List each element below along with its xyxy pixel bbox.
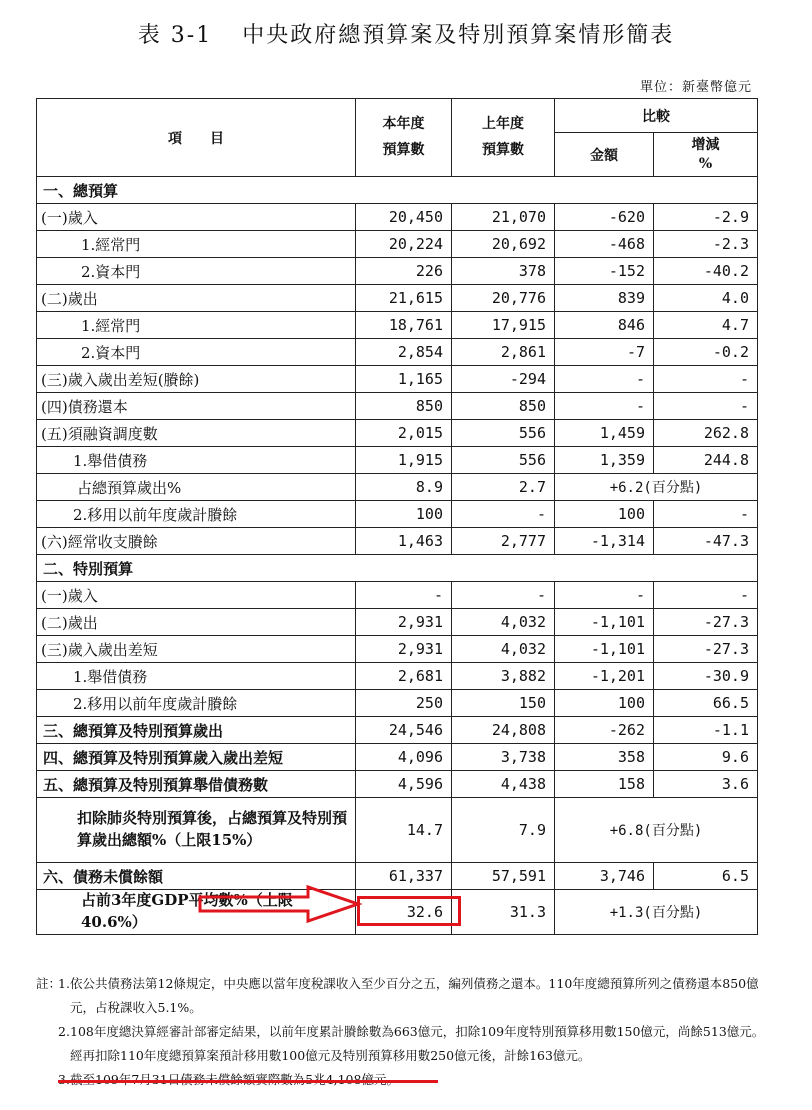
diff-pct: 3.6 <box>654 771 758 798</box>
table-title-text: 中央政府總預算案及特別預算案情形簡表 <box>242 23 675 48</box>
table-row <box>37 420 758 447</box>
table-title <box>0 18 812 49</box>
current-value: 24,546 <box>356 717 452 744</box>
previous-value: 17,915 <box>452 312 555 339</box>
row-label: 占總預算歲出% <box>37 474 356 501</box>
previous-value: 2.7 <box>452 474 555 501</box>
row-label: 1.舉借債務 <box>37 663 356 690</box>
current-value: 21,615 <box>356 285 452 312</box>
previous-value: 4,438 <box>452 771 555 798</box>
previous-value: 20,692 <box>452 231 555 258</box>
diff-amount: -262 <box>555 717 654 744</box>
diff-pct: 9.6 <box>654 744 758 771</box>
section-heading: 二、特別預算 <box>37 555 758 582</box>
diff-amount: 3,746 <box>555 863 654 890</box>
row-label: (三)歲入歲出差短 <box>37 636 356 663</box>
diff-amount: 1,359 <box>555 447 654 474</box>
row-label: (三)歲入歲出差短(賸餘) <box>37 366 356 393</box>
previous-value: 2,777 <box>452 528 555 555</box>
note-text: 依公共債務法第12條規定，中央應以當年度稅課收入至少百分之五，編列債務之還本。110年度總預算所列之債務還本850億元，占稅課收入5.1%。 <box>70 976 759 1015</box>
row-label: 六、債務未償餘額 <box>37 863 356 890</box>
table-row <box>37 285 758 312</box>
diff-pct: -2.3 <box>654 231 758 258</box>
row-label: (一)歲入 <box>37 582 356 609</box>
diff-pct: 66.5 <box>654 690 758 717</box>
previous-value: 31.3 <box>452 890 555 935</box>
current-value: 2,931 <box>356 609 452 636</box>
note-2 <box>36 1020 766 1068</box>
table-row <box>37 366 758 393</box>
diff-amount: -152 <box>555 258 654 285</box>
diff-pct: - <box>654 582 758 609</box>
diff-amount: -1,101 <box>555 609 654 636</box>
previous-value: 556 <box>452 420 555 447</box>
diff-amount: -7 <box>555 339 654 366</box>
previous-value: 24,808 <box>452 717 555 744</box>
table-row <box>37 863 758 890</box>
previous-value: 850 <box>452 393 555 420</box>
table-row <box>37 690 758 717</box>
note-1 <box>36 972 766 1020</box>
diff-amount: -1,201 <box>555 663 654 690</box>
row-label: 2.移用以前年度歲計賸餘 <box>37 501 356 528</box>
current-value: 2,015 <box>356 420 452 447</box>
previous-value: 21,070 <box>452 204 555 231</box>
table-row <box>37 798 758 863</box>
table-body <box>37 177 758 935</box>
table-row <box>37 771 758 798</box>
row-label: (二)歲出 <box>37 285 356 312</box>
current-value: 1,915 <box>356 447 452 474</box>
section-heading: 一、總預算 <box>37 177 758 204</box>
header-compare: 比較 <box>555 99 758 133</box>
diff-pct: - <box>654 501 758 528</box>
note-number: 2. <box>58 1024 70 1039</box>
diff-pct: -2.9 <box>654 204 758 231</box>
previous-value: 3,738 <box>452 744 555 771</box>
row-label: (四)債務還本 <box>37 393 356 420</box>
table-row <box>37 204 758 231</box>
table-row <box>37 555 758 582</box>
row-label: 2.移用以前年度歲計賸餘 <box>37 690 356 717</box>
previous-value: 556 <box>452 447 555 474</box>
current-value: 2,931 <box>356 636 452 663</box>
header-item: 項 目 <box>37 99 356 177</box>
table-row <box>37 582 758 609</box>
table-row <box>37 528 758 555</box>
diff-amount: 839 <box>555 285 654 312</box>
row-label: 扣除肺炎特別預算後，占總預算及特別預算歲出總額%（上限15%） <box>37 798 356 863</box>
diff-amount: 358 <box>555 744 654 771</box>
previous-value: - <box>452 582 555 609</box>
row-label: 1.舉借債務 <box>37 447 356 474</box>
note-text: 108年度總決算經審計部審定結果，以前年度累計賸餘數為663億元，扣除109年度特別預算移用數150億元，尚餘513億元。經再扣除110年度總預算案預計移用數100億元及特別預算移用數250億元後，計餘163億元。 <box>70 1024 765 1063</box>
table-row <box>37 636 758 663</box>
header-current: 本年度 預算數 <box>356 99 452 177</box>
current-value: 8.9 <box>356 474 452 501</box>
current-value: 1,463 <box>356 528 452 555</box>
previous-value: 57,591 <box>452 863 555 890</box>
diff-amount: 1,459 <box>555 420 654 447</box>
current-value: - <box>356 582 452 609</box>
previous-value: 7.9 <box>452 798 555 863</box>
diff-pct: 244.8 <box>654 447 758 474</box>
unit-label: 單位：新臺幣億元 <box>639 80 752 95</box>
diff-pct: -1.1 <box>654 717 758 744</box>
previous-value: 378 <box>452 258 555 285</box>
current-value: 1,165 <box>356 366 452 393</box>
previous-value: -294 <box>452 366 555 393</box>
previous-value: - <box>452 501 555 528</box>
table-row <box>37 393 758 420</box>
table-row <box>37 501 758 528</box>
diff-amount: 100 <box>555 690 654 717</box>
table-row <box>37 312 758 339</box>
table-row <box>37 258 758 285</box>
row-label: 四、總預算及特別預算歲入歲出差短 <box>37 744 356 771</box>
current-value: 61,337 <box>356 863 452 890</box>
arrow-icon <box>198 884 363 924</box>
row-label: (六)經常收支賸餘 <box>37 528 356 555</box>
diff-pct: 4.7 <box>654 312 758 339</box>
previous-value: 2,861 <box>452 339 555 366</box>
row-label: 1.經常門 <box>37 231 356 258</box>
diff-amount: 846 <box>555 312 654 339</box>
compare-merged: +1.3(百分點) <box>555 890 758 935</box>
table-row <box>37 231 758 258</box>
row-label: 占前3年度GDP平均數%（上限40.6%） <box>37 890 356 935</box>
table-row <box>37 744 758 771</box>
diff-amount: - <box>555 366 654 393</box>
diff-amount: 100 <box>555 501 654 528</box>
diff-pct: 4.0 <box>654 285 758 312</box>
table-row <box>37 609 758 636</box>
table-row <box>37 717 758 744</box>
table-row <box>37 339 758 366</box>
current-value: 100 <box>356 501 452 528</box>
table-row <box>37 447 758 474</box>
row-label: (一)歲入 <box>37 204 356 231</box>
row-label: 五、總預算及特別預算舉借債務數 <box>37 771 356 798</box>
current-value: 18,761 <box>356 312 452 339</box>
current-value: 850 <box>356 393 452 420</box>
table-number: 表 3-1 <box>137 23 213 48</box>
table-row <box>37 177 758 204</box>
highlight-box <box>357 896 461 926</box>
current-value: 32.6 <box>356 890 452 935</box>
previous-value: 4,032 <box>452 636 555 663</box>
row-label: 三、總預算及特別預算歲出 <box>37 717 356 744</box>
row-label: (二)歲出 <box>37 609 356 636</box>
diff-amount: -1,101 <box>555 636 654 663</box>
diff-pct: - <box>654 393 758 420</box>
current-value: 226 <box>356 258 452 285</box>
previous-value: 3,882 <box>452 663 555 690</box>
diff-amount: -468 <box>555 231 654 258</box>
diff-pct: -40.2 <box>654 258 758 285</box>
highlight-underline <box>58 1080 438 1083</box>
diff-pct: -27.3 <box>654 636 758 663</box>
compare-merged: +6.2(百分點) <box>555 474 758 501</box>
previous-value: 20,776 <box>452 285 555 312</box>
diff-pct: - <box>654 366 758 393</box>
notes-label: 註： <box>36 976 62 991</box>
current-value: 2,681 <box>356 663 452 690</box>
current-value: 2,854 <box>356 339 452 366</box>
previous-value: 150 <box>452 690 555 717</box>
diff-amount: - <box>555 582 654 609</box>
header-amount: 金額 <box>555 133 654 177</box>
diff-amount: -620 <box>555 204 654 231</box>
row-label: (五)須融資調度數 <box>37 420 356 447</box>
diff-pct: -0.2 <box>654 339 758 366</box>
footnotes <box>36 972 766 1092</box>
current-value: 4,096 <box>356 744 452 771</box>
diff-amount: - <box>555 393 654 420</box>
diff-pct: -30.9 <box>654 663 758 690</box>
table-row <box>37 474 758 501</box>
current-value: 20,450 <box>356 204 452 231</box>
diff-pct: 6.5 <box>654 863 758 890</box>
row-label: 1.經常門 <box>37 312 356 339</box>
diff-amount: -1,314 <box>555 528 654 555</box>
current-value: 14.7 <box>356 798 452 863</box>
row-label: 2.資本門 <box>37 339 356 366</box>
current-value: 250 <box>356 690 452 717</box>
diff-pct: -27.3 <box>654 609 758 636</box>
header-pct: 增減 % <box>654 133 758 177</box>
table-row <box>37 663 758 690</box>
budget-table <box>36 98 758 935</box>
note-number: 1. <box>58 976 70 991</box>
compare-merged: +6.8(百分點) <box>555 798 758 863</box>
header-previous: 上年度 預算數 <box>452 99 555 177</box>
diff-pct: -47.3 <box>654 528 758 555</box>
previous-value: 4,032 <box>452 609 555 636</box>
current-value: 20,224 <box>356 231 452 258</box>
diff-amount: 158 <box>555 771 654 798</box>
diff-pct: 262.8 <box>654 420 758 447</box>
current-value: 4,596 <box>356 771 452 798</box>
row-label: 2.資本門 <box>37 258 356 285</box>
